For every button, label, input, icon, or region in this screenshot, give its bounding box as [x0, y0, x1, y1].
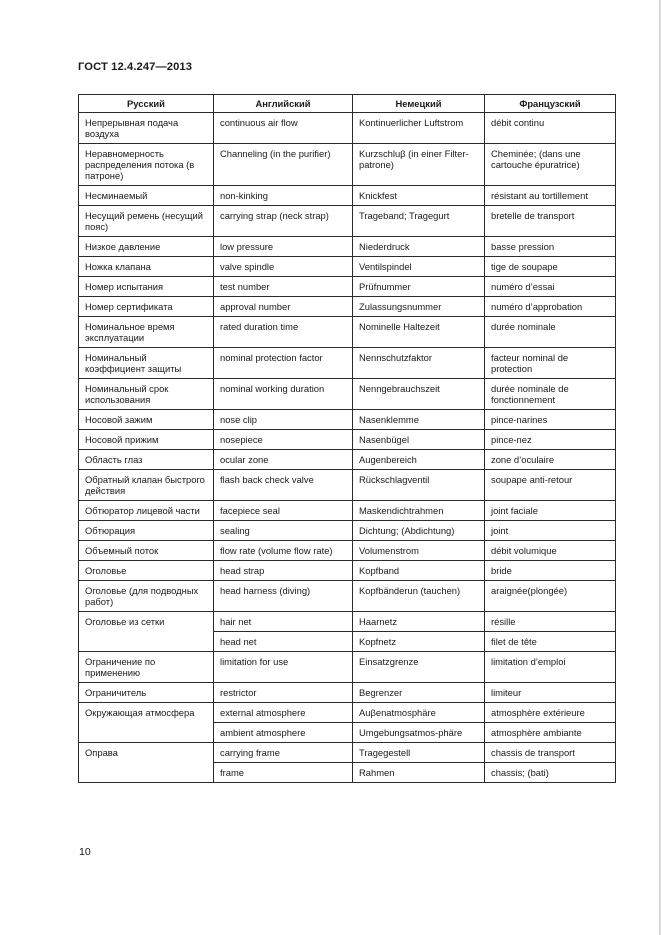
cell-german: Rückschlagventil — [353, 470, 485, 501]
cell-french: joint faciale — [485, 501, 616, 521]
table-row — [79, 703, 616, 723]
cell-french: bretelle de transport — [485, 206, 616, 237]
cell-french: atmosphère ambiante — [485, 723, 616, 743]
cell-russian: Ножка клапана — [79, 257, 214, 277]
cell-french: facteur nominal de protection — [485, 348, 616, 379]
cell-english: valve spindle — [214, 257, 353, 277]
cell-english: ambient atmosphere — [214, 723, 353, 743]
cell-german: Nasenklemme — [353, 410, 485, 430]
column-header-french: Французский — [485, 95, 616, 113]
cell-french: chassis; (bati) — [485, 763, 616, 783]
cell-german: Kontinuerlicher Luftstrom — [353, 113, 485, 144]
table-row — [79, 410, 616, 430]
cell-english: flash back check valve — [214, 470, 353, 501]
cell-french: pince-narines — [485, 410, 616, 430]
table-row — [79, 561, 616, 581]
cell-german: Nasenbügel — [353, 430, 485, 450]
cell-english: head strap — [214, 561, 353, 581]
cell-german: Kurzschluβ (in einer Filter-patrone) — [353, 144, 485, 186]
cell-german: Maskendichtrahmen — [353, 501, 485, 521]
cell-russian: Ограничение по применению — [79, 652, 214, 683]
cell-russian: Номер испытания — [79, 277, 214, 297]
cell-english: facepiece seal — [214, 501, 353, 521]
cell-english: hair net — [214, 612, 353, 632]
cell-english: approval number — [214, 297, 353, 317]
cell-russian: Обратный клапан быстрого действия — [79, 470, 214, 501]
cell-french: zone d’oculaire — [485, 450, 616, 470]
table-row — [79, 277, 616, 297]
cell-french: durée nominale de fonctionnement — [485, 379, 616, 410]
cell-french: limitation d’emploi — [485, 652, 616, 683]
table-row — [79, 237, 616, 257]
cell-english: nosepiece — [214, 430, 353, 450]
cell-russian: Непрерывная подача воздуха — [79, 113, 214, 144]
cell-german: Nenngebrauchszeit — [353, 379, 485, 410]
cell-english: ocular zone — [214, 450, 353, 470]
cell-french: joint — [485, 521, 616, 541]
cell-english: limitation for use — [214, 652, 353, 683]
cell-russian: Оголовье из сетки — [79, 612, 214, 652]
table-row — [79, 297, 616, 317]
cell-german: Auβenatmosphäre — [353, 703, 485, 723]
cell-english: rated duration time — [214, 317, 353, 348]
table-row — [79, 430, 616, 450]
table-row — [79, 501, 616, 521]
table-row — [79, 317, 616, 348]
cell-german: Kopfbänderun (tauchen) — [353, 581, 485, 612]
cell-german: Kopfnetz — [353, 632, 485, 652]
table-row — [79, 652, 616, 683]
cell-russian: Оправа — [79, 743, 214, 783]
cell-english: non-kinking — [214, 186, 353, 206]
table-row — [79, 683, 616, 703]
cell-russian: Номинальный срок использования — [79, 379, 214, 410]
cell-german: Umgebungsatmos-phäre — [353, 723, 485, 743]
cell-russian: Область глаз — [79, 450, 214, 470]
cell-russian: Обтюратор лицевой части — [79, 501, 214, 521]
table-row — [79, 450, 616, 470]
table-row — [79, 581, 616, 612]
cell-german: Begrenzer — [353, 683, 485, 703]
cell-french: bride — [485, 561, 616, 581]
table-row — [79, 348, 616, 379]
cell-russian: Низкое давление — [79, 237, 214, 257]
cell-french: chassis de transport — [485, 743, 616, 763]
cell-russian: Несминаемый — [79, 186, 214, 206]
cell-russian: Номер сертификата — [79, 297, 214, 317]
table-row — [79, 206, 616, 237]
cell-french: filet de tête — [485, 632, 616, 652]
cell-german: Tragegestell — [353, 743, 485, 763]
table-header-row — [79, 95, 616, 113]
cell-french: débit volumique — [485, 541, 616, 561]
cell-french: soupape anti-retour — [485, 470, 616, 501]
cell-english: sealing — [214, 521, 353, 541]
cell-english: nominal protection factor — [214, 348, 353, 379]
cell-french: basse pression — [485, 237, 616, 257]
cell-russian: Носовой прижим — [79, 430, 214, 450]
cell-russian: Носовой зажим — [79, 410, 214, 430]
cell-russian: Неравномерность распределения потока (в патроне) — [79, 144, 214, 186]
cell-english: restrictor — [214, 683, 353, 703]
cell-english: nose clip — [214, 410, 353, 430]
cell-german: Dichtung; (Abdichtung) — [353, 521, 485, 541]
cell-russian: Номинальное время эксплуатации — [79, 317, 214, 348]
cell-english: nominal working duration — [214, 379, 353, 410]
cell-russian: Оголовье — [79, 561, 214, 581]
cell-french: limiteur — [485, 683, 616, 703]
cell-english: external atmosphere — [214, 703, 353, 723]
cell-german: Niederdruck — [353, 237, 485, 257]
cell-french: durée nominale — [485, 317, 616, 348]
terms-table — [78, 94, 616, 783]
cell-russian: Ограничитель — [79, 683, 214, 703]
cell-russian: Объемный поток — [79, 541, 214, 561]
column-header-russian: Русский — [79, 95, 214, 113]
cell-german: Nennschutzfaktor — [353, 348, 485, 379]
cell-english: continuous air flow — [214, 113, 353, 144]
cell-english: Channeling (in the purifier) — [214, 144, 353, 186]
table-row — [79, 612, 616, 632]
cell-english: carrying strap (neck strap) — [214, 206, 353, 237]
table-row — [79, 257, 616, 277]
column-header-german: Немецкий — [353, 95, 485, 113]
cell-german: Zulassungsnummer — [353, 297, 485, 317]
cell-english: flow rate (volume flow rate) — [214, 541, 353, 561]
column-header-english: Английский — [214, 95, 353, 113]
cell-german: Haarnetz — [353, 612, 485, 632]
cell-german: Augenbereich — [353, 450, 485, 470]
cell-french: tige de soupape — [485, 257, 616, 277]
table-row — [79, 743, 616, 763]
cell-german: Kopfband — [353, 561, 485, 581]
cell-french: numéro d’approbation — [485, 297, 616, 317]
cell-german: Nominelle Haltezeit — [353, 317, 485, 348]
cell-english: test number — [214, 277, 353, 297]
cell-german: Trageband; Tragegurt — [353, 206, 485, 237]
cell-russian: Окружающая атмосфера — [79, 703, 214, 743]
cell-russian: Оголовье (для подводных работ) — [79, 581, 214, 612]
table-row — [79, 470, 616, 501]
cell-german: Prüfnummer — [353, 277, 485, 297]
cell-english: carrying frame — [214, 743, 353, 763]
cell-french: numéro d’essai — [485, 277, 616, 297]
cell-english: head net — [214, 632, 353, 652]
cell-french: araignée(plongée) — [485, 581, 616, 612]
cell-russian: Номинальный коэффициент защиты — [79, 348, 214, 379]
cell-french: débit continu — [485, 113, 616, 144]
cell-russian: Обтюрация — [79, 521, 214, 541]
terms-table-body — [79, 113, 616, 783]
table-row — [79, 379, 616, 410]
cell-german: Volumenstrom — [353, 541, 485, 561]
cell-french: pince-nez — [485, 430, 616, 450]
cell-german: Ventilspindel — [353, 257, 485, 277]
cell-french: Cheminée; (dans une cartouche épuratrice) — [485, 144, 616, 186]
cell-french: atmosphère extérieure — [485, 703, 616, 723]
cell-russian: Несущий ремень (несущий пояс) — [79, 206, 214, 237]
table-row — [79, 521, 616, 541]
cell-english: head harness (diving) — [214, 581, 353, 612]
cell-english: low pressure — [214, 237, 353, 257]
page-number: 10 — [79, 846, 91, 858]
cell-french: résistant au tortillement — [485, 186, 616, 206]
table-row — [79, 541, 616, 561]
cell-german: Einsatzgrenze — [353, 652, 485, 683]
cell-french: résille — [485, 612, 616, 632]
cell-german: Knickfest — [353, 186, 485, 206]
table-row — [79, 186, 616, 206]
document-header: ГОСТ 12.4.247—2013 — [78, 61, 193, 73]
cell-english: frame — [214, 763, 353, 783]
table-row — [79, 113, 616, 144]
table-row — [79, 144, 616, 186]
cell-german: Rahmen — [353, 763, 485, 783]
